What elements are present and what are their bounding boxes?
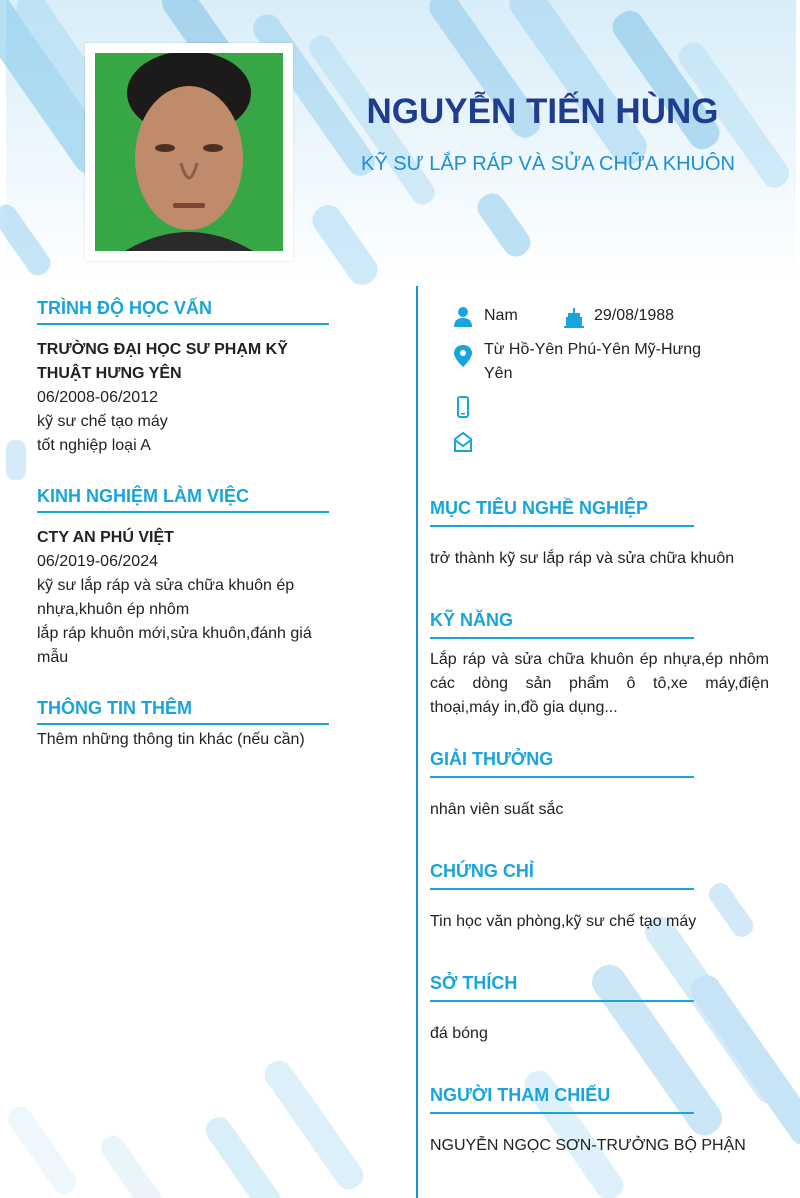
objective-title: MỤC TIÊU NGHỀ NGHIỆP bbox=[430, 498, 649, 518]
profile-photo bbox=[95, 53, 283, 251]
column-divider bbox=[416, 286, 418, 1198]
experience-underline bbox=[37, 511, 329, 513]
experience-desc-line3: lắp ráp khuôn mới,sửa khuôn,đánh giá bbox=[37, 625, 312, 642]
skills-line3: thoại,máy in,đồ gia dụng... bbox=[430, 699, 618, 716]
birthday-value: 29/08/1988 bbox=[594, 307, 675, 324]
education-underline bbox=[37, 323, 329, 325]
education-school-line2: THUẬT HƯNG YÊN bbox=[37, 365, 182, 382]
experience-desc-line4: mẫu bbox=[37, 649, 69, 666]
education-period: 06/2008-06/2012 bbox=[37, 389, 158, 406]
experience-desc-line2: nhựa,khuôn ép nhôm bbox=[37, 601, 190, 618]
education-school-line1: TRƯỜNG ĐẠI HỌC SƯ PHẠM KỸ bbox=[37, 341, 288, 358]
references-underline bbox=[430, 1112, 694, 1114]
hobbies-underline bbox=[430, 1000, 694, 1002]
experience-company: CTY AN PHÚ VIỆT bbox=[37, 529, 174, 546]
certificates-underline bbox=[430, 888, 694, 890]
person-portrait-icon bbox=[95, 53, 283, 251]
location-pin-icon bbox=[452, 344, 474, 368]
skills-line1: Lắp ráp và sửa chữa khuôn ép nhựa,ép nhôm bbox=[430, 651, 769, 668]
skills-line2: các dòng sản phẩm ô tô,xe máy,điện bbox=[430, 675, 769, 692]
phone-icon bbox=[452, 395, 474, 419]
candidate-name: NGUYỄN TIẾN HÙNG bbox=[366, 92, 719, 131]
profile-photo-frame bbox=[85, 43, 293, 261]
certificates-title: CHỨNG CHỈ bbox=[430, 861, 534, 881]
awards-underline bbox=[430, 776, 694, 778]
education-major: kỹ sư chế tạo máy bbox=[37, 413, 168, 430]
awards-text: nhân viên suất sắc bbox=[430, 801, 564, 818]
experience-title: KINH NGHIỆM LÀM VIỆC bbox=[37, 486, 250, 506]
hobbies-text: đá bóng bbox=[430, 1025, 488, 1042]
experience-desc-line1: kỹ sư lắp ráp và sửa chữa khuôn ép bbox=[37, 577, 295, 594]
experience-period: 06/2019-06/2024 bbox=[37, 553, 158, 570]
gender-value: Nam bbox=[484, 307, 518, 324]
cake-icon bbox=[563, 305, 585, 329]
hobbies-title: SỞ THÍCH bbox=[430, 973, 518, 993]
awards-title: GIẢI THƯỞNG bbox=[430, 749, 554, 769]
education-grade: tốt nghiệp loại A bbox=[37, 437, 151, 454]
certificates-text: Tin học văn phòng,kỹ sư chế tạo máy bbox=[430, 913, 697, 930]
address-line1: Từ Hồ-Yên Phú-Yên Mỹ-Hưng bbox=[484, 341, 702, 358]
references-text: NGUYỄN NGỌC SƠN-TRƯỞNG BỘ PHẬN bbox=[430, 1137, 746, 1154]
skills-title: KỸ NĂNG bbox=[430, 610, 514, 630]
extra-info-text: Thêm những thông tin khác (nếu cần) bbox=[37, 731, 305, 748]
skills-underline bbox=[430, 637, 694, 639]
objective-underline bbox=[430, 525, 694, 527]
address-line2: Yên bbox=[484, 365, 513, 382]
objective-text: trở thành kỹ sư lắp ráp và sửa chữa khuôn bbox=[430, 550, 735, 567]
references-title: NGƯỜI THAM CHIẾU bbox=[430, 1085, 611, 1105]
extra-info-underline bbox=[37, 723, 329, 725]
user-icon bbox=[452, 305, 474, 329]
extra-info-title: THÔNG TIN THÊM bbox=[37, 698, 192, 718]
education-title: TRÌNH ĐỘ HỌC VẤN bbox=[37, 298, 212, 318]
email-icon bbox=[452, 430, 474, 454]
job-title: KỸ SƯ LẮP RÁP VÀ SỬA CHỮA KHUÔN bbox=[361, 153, 735, 175]
